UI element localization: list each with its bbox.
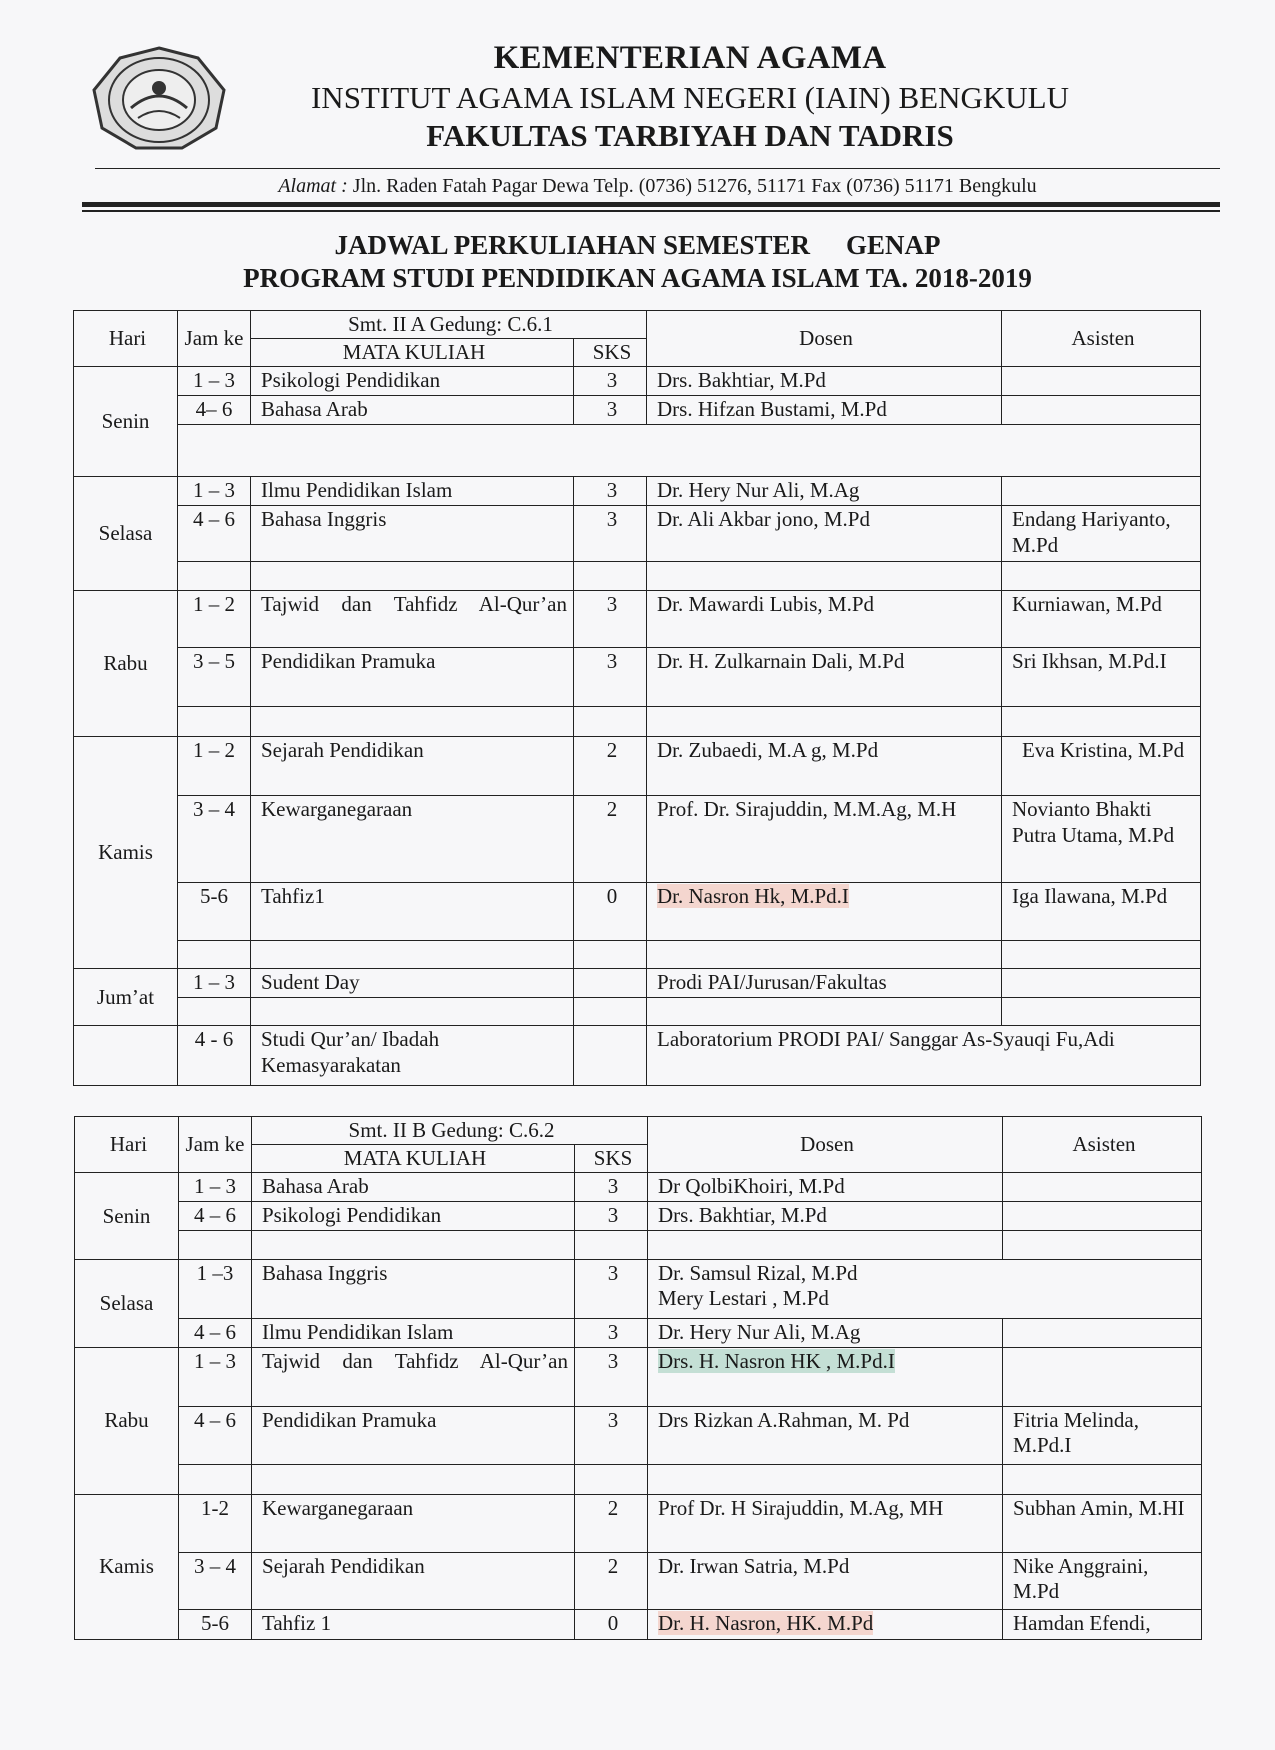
institute-name: INSTITUT AGAMA ISLAM NEGERI (IAIN) BENGKULU [310, 80, 1069, 115]
letterhead [0, 0, 1275, 220]
address-text: Jln. Raden Fatah Pagar Dewa Telp. (0736) 51276, 51171 Fax (0736) 51171 Bengkulu [352, 175, 1037, 197]
program-title: PROGRAM STUDI PENDIDIKAN AGAMA ISLAM TA. 2018-2019 [243, 263, 1032, 293]
sks-cell: 3 [574, 367, 647, 396]
assistant-cell: Subhan Amin, M.HI [1003, 1494, 1202, 1552]
jam-cell: 4 – 6 [179, 1406, 252, 1464]
jam-cell: 3 – 5 [178, 648, 251, 707]
col-jam: Jam ke [179, 1117, 252, 1173]
course-cell: Tajwid dan Tahfidz Al-Qur’an [252, 1347, 575, 1406]
table-row [74, 737, 1201, 796]
jam-cell: 1 – 2 [178, 591, 251, 648]
course-cell: Sudent Day [251, 969, 574, 998]
course-cell: Ilmu Pendidikan Islam [251, 477, 574, 506]
lecturer-cell: Prof Dr. H Sirajuddin, M.Ag, MH [648, 1494, 1003, 1552]
sks-cell: 3 [575, 1347, 648, 1406]
sks-cell: 0 [574, 883, 647, 941]
sks-cell: 3 [574, 648, 647, 707]
table-row [74, 506, 1201, 562]
jam-cell: 1-2 [179, 1494, 252, 1552]
assistant-cell: Nike Anggraini, M.Pd [1003, 1552, 1202, 1609]
sks-cell: 2 [574, 796, 647, 883]
lecturer-cell: Drs. Bakhtiar, M.Pd [648, 1202, 1003, 1231]
col-asisten: Asisten [1003, 1117, 1202, 1173]
day-selasa: Selasa [74, 477, 178, 591]
assistant-cell [1002, 367, 1201, 396]
table-row [74, 591, 1201, 648]
course-cell: Psikologi Pendidikan [251, 367, 574, 396]
assistant-cell [1002, 396, 1201, 425]
spacer-row [74, 707, 1201, 737]
assistant-cell [1002, 477, 1201, 506]
course-cell: Tahfiz 1 [252, 1609, 575, 1639]
jam-cell: 4 – 6 [178, 506, 251, 562]
lecturer-cell: Drs. Hifzan Bustami, M.Pd [647, 396, 1002, 425]
lecturer-assistant-cell [648, 1260, 1202, 1319]
course-cell: Bahasa Arab [252, 1173, 575, 1202]
table-row [75, 1552, 1202, 1609]
lecturer-cell: Prof. Dr. Sirajuddin, M.M.Ag, M.H [647, 796, 1002, 883]
course-cell: Kewarganegaraan [251, 796, 574, 883]
table-row [75, 1173, 1202, 1202]
day-senin: Senin [75, 1173, 179, 1260]
assistant-cell: Eva Kristina, M.Pd [1002, 737, 1201, 796]
lecturer-cell: Drs Rizkan A.Rahman, M. Pd [648, 1406, 1003, 1464]
course-cell: Tahfiz1 [251, 883, 574, 941]
table-row [74, 969, 1201, 998]
course-cell: Bahasa Inggris [251, 506, 574, 562]
lecturer-cell: Drs. Bakhtiar, M.Pd [647, 367, 1002, 396]
day-rabu: Rabu [74, 591, 178, 737]
col-dosen: Dosen [648, 1117, 1003, 1173]
assistant-cell: Novianto Bhakti Putra Utama, M.Pd [1002, 796, 1201, 883]
jam-cell: 3 – 4 [179, 1552, 252, 1609]
sks-cell: 3 [574, 477, 647, 506]
highlighted-lecturer: Drs. H. Nasron HK , M.Pd.I [658, 1348, 895, 1373]
lecturer-cell: Laboratorium PRODI PAI/ Sanggar As-Syauqi Fu,Adi [647, 1026, 1201, 1086]
assistant-cell [1002, 969, 1201, 998]
table-row [74, 367, 1201, 396]
course-cell: Studi Qur’an/ Ibadah Kemasyarakatan [251, 1026, 574, 1086]
col-mata-kuliah: MATA KULIAH [251, 339, 574, 367]
jam-cell: 3 – 4 [178, 796, 251, 883]
schedule-table-2a [73, 310, 1201, 1086]
lecturer-cell: Dr. Hery Nur Ali, M.Ag [648, 1319, 1003, 1347]
assistant-cell: Sri Ikhsan, M.Pd.I [1002, 648, 1201, 707]
lecturer-cell: Dr. H. Zulkarnain Dali, M.Pd [647, 648, 1002, 707]
smt-label: Smt. II B Gedung: C.6.2 [252, 1117, 648, 1145]
course-cell: Pendidikan Pramuka [252, 1406, 575, 1464]
table-row [74, 477, 1201, 506]
assistant-cell: Iga Ilawana, M.Pd [1002, 883, 1201, 941]
highlighted-lecturer: Dr. H. Nasron, HK. M.Pd [658, 1610, 874, 1635]
table-row [75, 1406, 1202, 1464]
jam-cell: 4 - 6 [178, 1026, 251, 1086]
table-row [74, 396, 1201, 425]
assistant-cell [1003, 1173, 1202, 1202]
sks-cell: 3 [575, 1260, 648, 1319]
sks-cell [574, 1026, 647, 1086]
table-row [75, 1609, 1202, 1639]
col-sks: SKS [575, 1145, 648, 1173]
day-kamis: Kamis [75, 1494, 179, 1639]
table-row [75, 1260, 1202, 1319]
assistant-cell [1003, 1319, 1202, 1347]
course-cell: Kewarganegaraan [252, 1494, 575, 1552]
lecturer-cell: Dr. Hery Nur Ali, M.Ag [647, 477, 1002, 506]
lecturer-cell [648, 1609, 1003, 1639]
lecturer-cell: Dr. Zubaedi, M.A g, M.Pd [647, 737, 1002, 796]
empty-hari-cell [74, 1026, 178, 1086]
jam-cell: 1 – 3 [178, 969, 251, 998]
header-rule-thin [82, 210, 1220, 212]
iain-logo-icon [86, 44, 232, 152]
jam-cell: 4– 6 [178, 396, 251, 425]
course-cell: Tajwid dan Tahfidz Al-Qur’an [251, 591, 574, 648]
course-cell: Bahasa Inggris [252, 1260, 575, 1319]
header-rule-thick [82, 202, 1220, 207]
col-hari: Hari [74, 311, 178, 367]
day-kamis: Kamis [74, 737, 178, 969]
faculty-name: FAKULTAS TARBIYAH DAN TADRIS [426, 118, 954, 153]
col-mata-kuliah: MATA KULIAH [252, 1145, 575, 1173]
assistant-cell: Fitria Melinda, M.Pd.I [1003, 1406, 1202, 1464]
jam-cell: 1 – 2 [178, 737, 251, 796]
course-cell: Pendidikan Pramuka [251, 648, 574, 707]
jam-cell: 1 – 3 [178, 477, 251, 506]
spacer-row [74, 562, 1201, 591]
assistant-cell: Hamdan Efendi, [1003, 1609, 1202, 1639]
sks-cell: 3 [575, 1202, 648, 1231]
lecturer-cell: Dr. Irwan Satria, M.Pd [648, 1552, 1003, 1609]
address-line [95, 175, 1220, 198]
assistant-cell: Kurniawan, M.Pd [1002, 591, 1201, 648]
course-cell: Psikologi Pendidikan [252, 1202, 575, 1231]
day-selasa: Selasa [75, 1260, 179, 1347]
lecturer-cell [648, 1347, 1003, 1406]
sks-cell: 0 [575, 1609, 648, 1639]
jam-cell: 5-6 [178, 883, 251, 941]
table-row [75, 1319, 1202, 1347]
assistant-cell [1003, 1202, 1202, 1231]
ministry-name: KEMENTERIAN AGAMA [493, 40, 887, 76]
col-dosen: Dosen [647, 311, 1002, 367]
jam-cell: 1 – 3 [179, 1347, 252, 1406]
assistant-text: Mery Lestari , M.Pd [658, 1286, 829, 1311]
jam-cell: 4 – 6 [179, 1319, 252, 1347]
lecturer-cell: Dr. Mawardi Lubis, M.Pd [647, 591, 1002, 648]
col-jam: Jam ke [178, 311, 251, 367]
lecturer-cell: Dr QolbiKhoiri, M.Pd [648, 1173, 1003, 1202]
course-cell: Ilmu Pendidikan Islam [252, 1319, 575, 1347]
jam-cell: 1 –3 [179, 1260, 252, 1319]
sks-cell: 3 [574, 591, 647, 648]
table-row [74, 796, 1201, 883]
assistant-cell: Endang Hariyanto, M.Pd [1002, 506, 1201, 562]
schedule-title [0, 230, 1275, 261]
sks-cell: 3 [575, 1319, 648, 1347]
sks-cell: 2 [575, 1552, 648, 1609]
lecturer-cell [647, 883, 1002, 941]
schedule-table-2b [74, 1116, 1202, 1640]
header-divider [95, 168, 1220, 169]
col-asisten: Asisten [1002, 311, 1201, 367]
col-hari: Hari [75, 1117, 179, 1173]
table-row [74, 1026, 1201, 1086]
course-cell: Sejarah Pendidikan [252, 1552, 575, 1609]
table-row [75, 1494, 1202, 1552]
sks-cell: 2 [574, 737, 647, 796]
table-row [75, 1202, 1202, 1231]
table-row [75, 1347, 1202, 1406]
spacer-row [75, 1464, 1202, 1494]
day-jumat: Jum’at [74, 969, 178, 1026]
assistant-cell [1003, 1347, 1202, 1406]
sks-cell: 3 [575, 1173, 648, 1202]
jam-cell: 4 – 6 [179, 1202, 252, 1231]
sks-cell [574, 969, 647, 998]
address-label: Alamat : [278, 175, 348, 197]
lecturer-cell: Dr. Ali Akbar jono, M.Pd [647, 506, 1002, 562]
sks-cell: 3 [574, 506, 647, 562]
course-cell: Sejarah Pendidikan [251, 737, 574, 796]
smt-label: Smt. II A Gedung: C.6.1 [251, 311, 647, 339]
jam-cell: 1 – 3 [178, 367, 251, 396]
spacer-row [74, 941, 1201, 969]
jam-cell: 5-6 [179, 1609, 252, 1639]
col-sks: SKS [574, 339, 647, 367]
table-row [74, 883, 1201, 941]
lecturer-cell: Prodi PAI/Jurusan/Fakultas [647, 969, 1002, 998]
jam-cell: 1 – 3 [179, 1173, 252, 1202]
lecturer-text: Dr. Samsul Rizal, M.Pd [658, 1261, 858, 1286]
schedule-title-b: GENAP [846, 230, 941, 260]
table-row [74, 648, 1201, 707]
sks-cell: 3 [575, 1406, 648, 1464]
spacer-row [75, 1231, 1202, 1260]
day-senin: Senin [74, 367, 178, 477]
spacer-row [74, 425, 1201, 477]
spacer-row [74, 998, 1201, 1026]
highlighted-lecturer: Dr. Nasron Hk, M.Pd.I [657, 884, 849, 909]
schedule-title-a: JADWAL PERKULIAHAN SEMESTER [334, 230, 811, 260]
sks-cell: 3 [574, 396, 647, 425]
day-rabu: Rabu [75, 1347, 179, 1494]
course-cell: Bahasa Arab [251, 396, 574, 425]
sks-cell: 2 [575, 1494, 648, 1552]
